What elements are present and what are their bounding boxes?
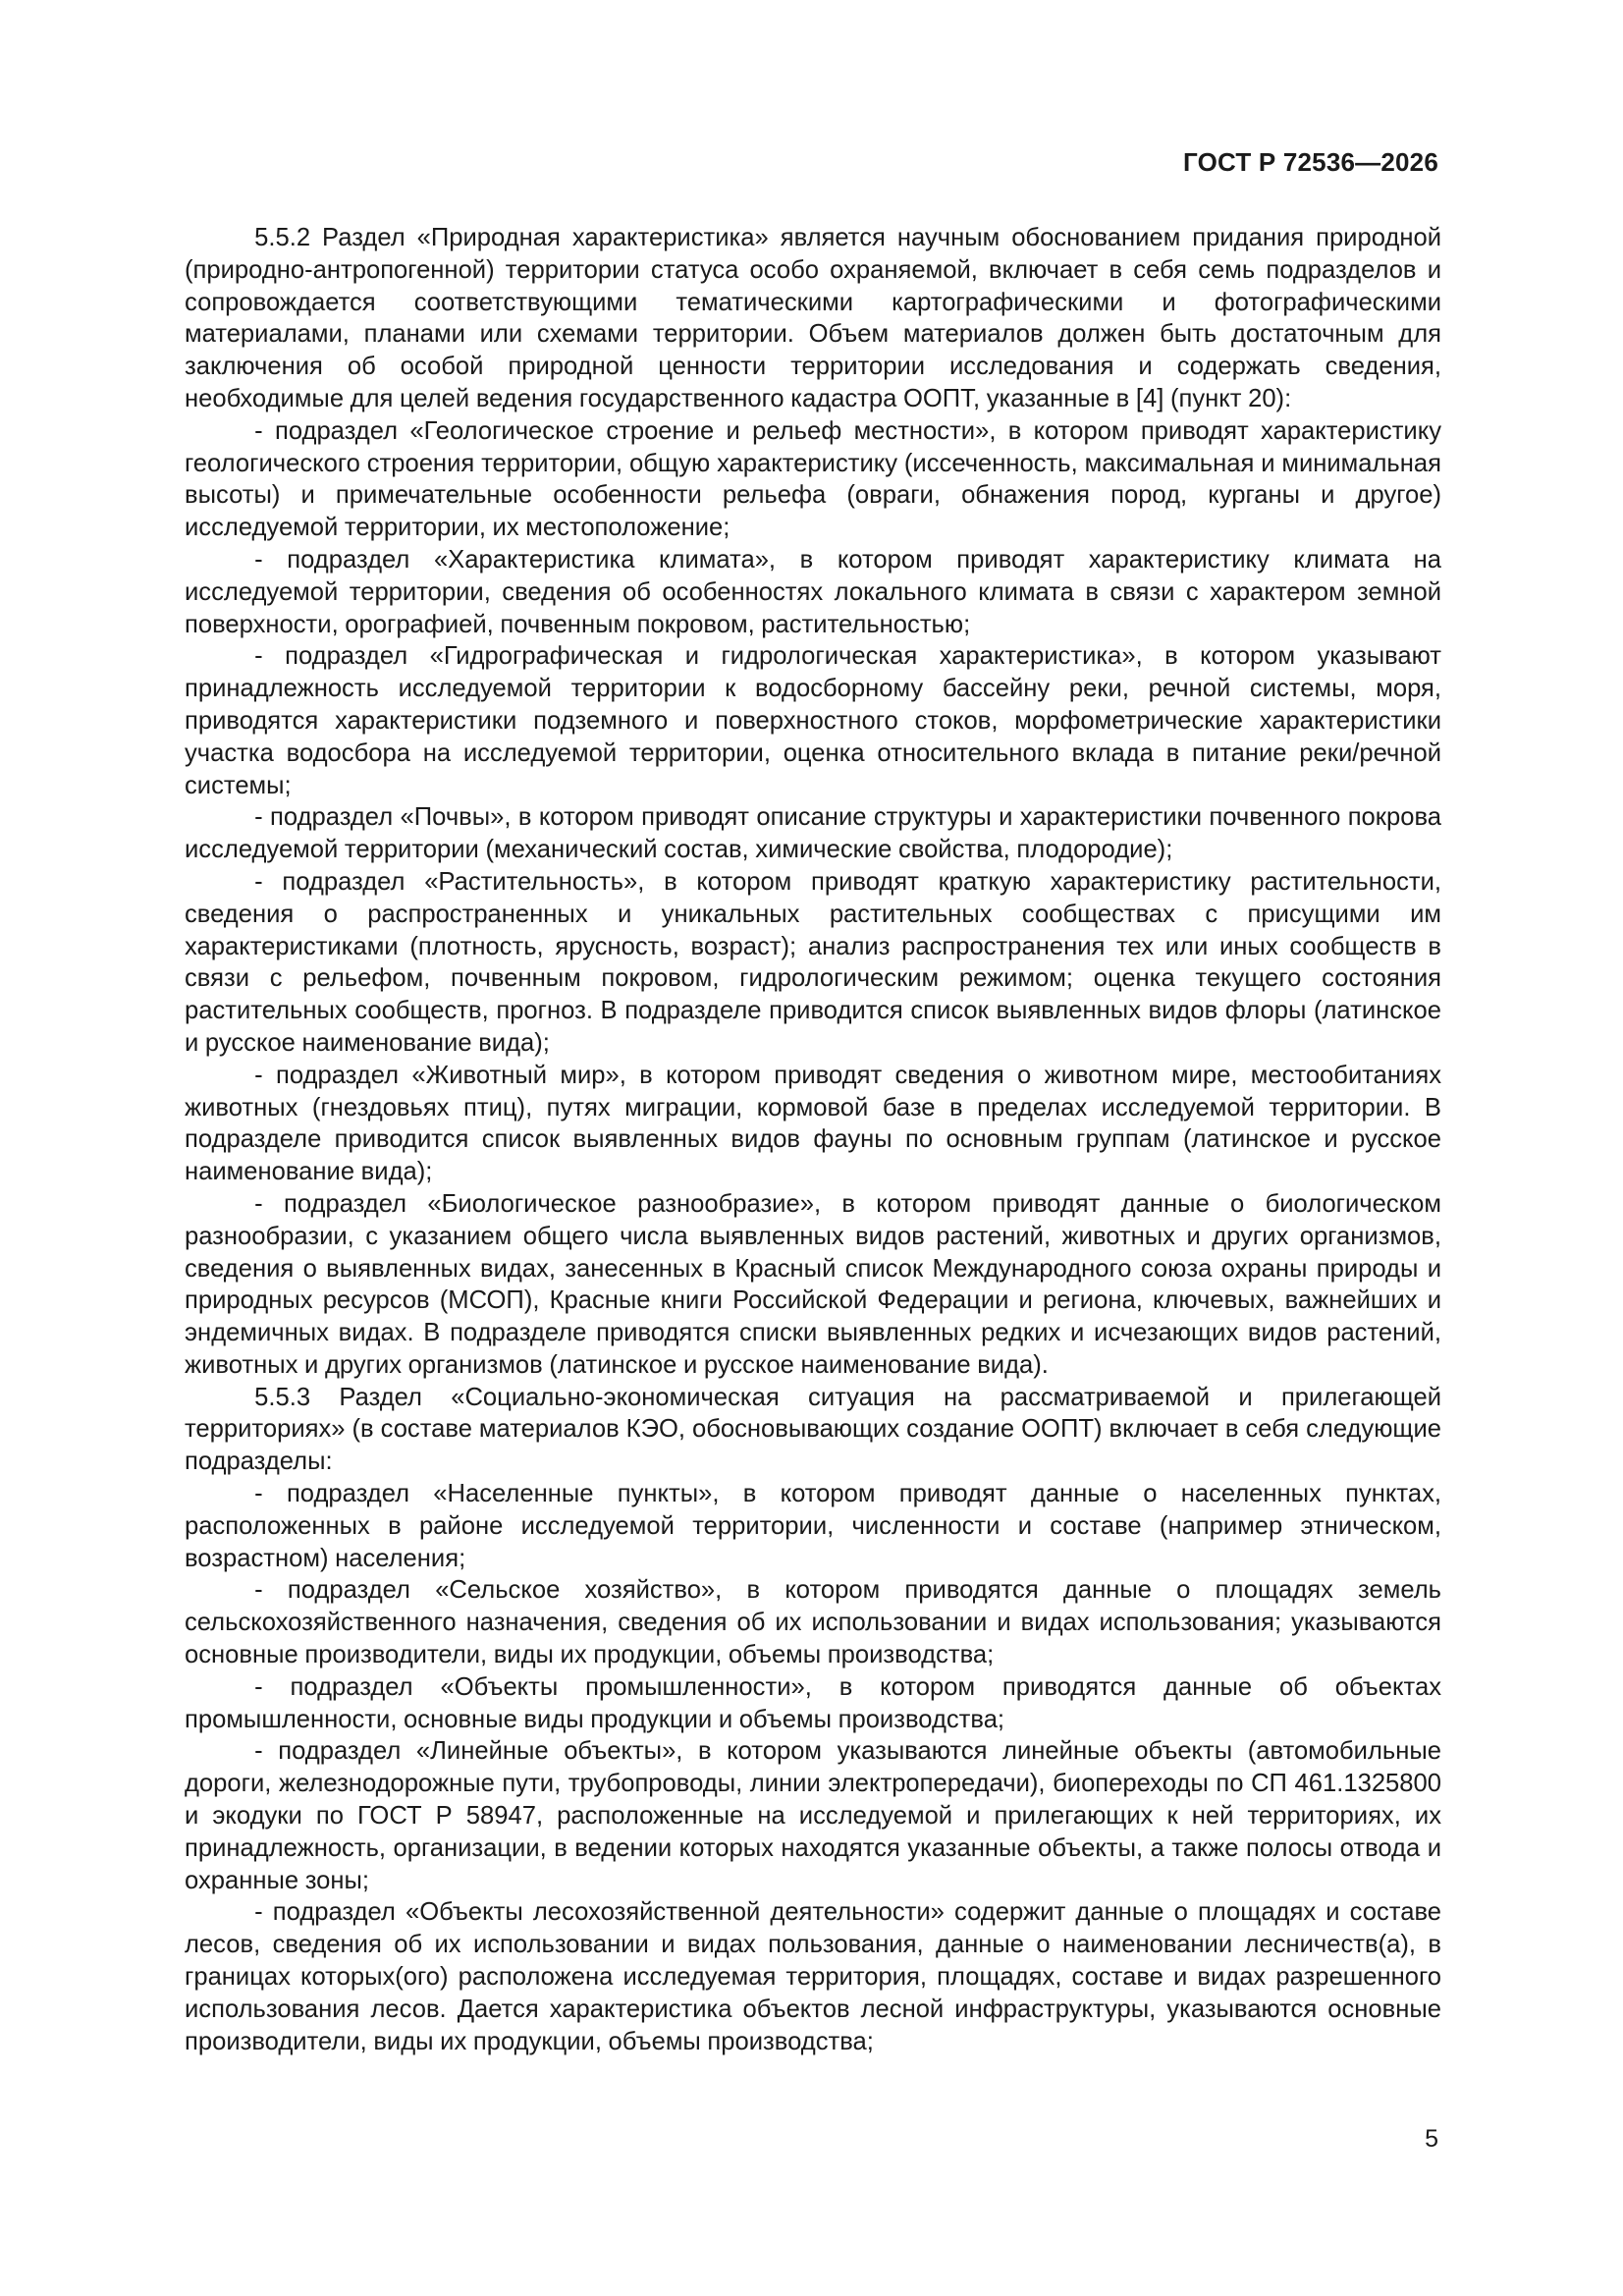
list-item-agriculture: - подраздел «Сельское хозяйство», в котором приводятся данные о площадях земель сельскохозяйственного назначения, сведения об их использовании и видах использования; указываются основные производители, виды их продукции, объемы производства; (185, 1576, 1441, 1669)
list-item-settlements: - подраздел «Населенные пункты», в котором приводят данные о населенных пунктах, расположенных в районе исследуемой территории, численности и составе (например этническом, возрастном) населения; (185, 1480, 1441, 1572)
list-item-vegetation: - подраздел «Растительность», в котором приводят краткую характеристику растительности, сведения о распространенных и уникальных растительных сообществах с присущими им характеристиками (плотность, ярусность, возраст); анализ распространения тех или иных сообществ в связи с рельефом, почвенным покровом, гидрологическим режимом; оценка текущего состояния растительных сообществ, прогноз. В подразделе приводится список выявленных видов флоры (латинское и русское наименование вида); (185, 867, 1441, 1057)
list-item-hydrography: - подраздел «Гидрографическая и гидрологическая характеристика», в котором указывают принадлежность исследуемой территории к водосборному бассейну реки, речной системы, моря, приводятся характеристики подземного и поверхностного стоков, морфометрические характеристики участка водосбора на исследуемой территории, оценка относительного вклада в питание реки/речной системы; (185, 642, 1441, 799)
list-item-fauna: - подраздел «Животный мир», в котором приводят сведения о животном мире, местообитаниях животных (гнездовьях птиц), путях миграции, кормовой базе в пределах исследуемой территории. В подразделе приводится список выявленных видов фауны по основным группам (латинское и русское наименование вида); (185, 1061, 1441, 1186)
list-item-soils: - подраздел «Почвы», в котором приводят описание структуры и характеристики почвенного покрова исследуемой территории (механический состав, химические свойства, плодородие); (185, 803, 1441, 864)
list-item-climate: - подраздел «Характеристика климата», в котором приводят характеристику климата на исследуемой территории, сведения об особенностях локального климата в связи с характером земной поверхности, орографией, почвенным покровом, растительностью; (185, 545, 1441, 638)
list-item-industry: - подраздел «Объекты промышленности», в котором приводятся данные об объектах промышленности, основные виды продукции и объемы производства; (185, 1672, 1441, 1733)
paragraph-5-5-3: 5.5.3 Раздел «Социально-экономическая ситуация на рассматриваемой и прилегающей территориях» (в составе материалов КЭО, обосновывающих создание ООПТ) включает в себя следующие подразделы: (185, 1383, 1441, 1476)
page-number: 5 (1425, 2125, 1438, 2153)
list-item-biodiversity: - подраздел «Биологическое разнообразие», в котором приводят данные о биологическом разнообразии, с указанием общего числа выявленных видов растений, животных и других организмов, сведения о выявленных видах, занесенных в Красный список Международного союза охраны природы и природных ресурсов (МСОП), Красные книги Российской Федерации и региона, ключевых, важнейших и эндемичных видах. В подразделе приводятся списки выявленных редких и исчезающих видов растений, животных и других организмов (латинское и русское наименование вида). (185, 1189, 1441, 1379)
list-item-forestry: - подраздел «Объекты лесохозяйственной деятельности» содержит данные о площадях и составе лесов, сведения об их использовании и видах пользования, данные о наименовании лесничеств(а), в границах которых(ого) расположена исследуемая территория, площадях, составе и видах разрешенного использования лесов. Дается характеристика объектов лесной инфраструктуры, указываются основные производители, виды их продукции, объемы производства; (185, 1898, 1441, 2055)
standard-number-header: ГОСТ Р 72536—2026 (1183, 147, 1438, 177)
document-body (185, 222, 1441, 2057)
list-item-geology: - подраздел «Геологическое строение и рельеф местности», в котором приводят характеристику геологического строения территории, общую характеристику (иссеченность, максимальная и минимальная высоты) и примечательные особенности рельефа (овраги, обнажения пород, курганы и другое) исследуемой территории, их местоположение; (185, 416, 1441, 542)
list-item-linear-objects: - подраздел «Линейные объекты», в котором указываются линейные объекты (автомобильные дороги, железнодорожные пути, трубопроводы, линии электропередачи), биопереходы по СП 461.1325800 и экодуки по ГОСТ Р 58947, расположенные на исследуемой и прилегающих к ней территориях, их принадлежность, организации, в ведении которых находятся указанные объекты, а также полосы отвода и охранные зоны; (185, 1737, 1441, 1894)
paragraph-5-5-2: 5.5.2 Раздел «Природная характеристика» является научным обоснованием придания природной (природно-антропогенной) территории статуса особо охраняемой, включает в себя семь подразделов и сопровождается соответствующими тематическими картографическими и фотографическими материалами, планами или схемами территории. Объем материалов должен быть достаточным для заключения об особой природной ценности территории исследования и содержать сведения, необходимые для целей ведения государственного кадастра ООПТ, указанные в [4] (пункт 20): (185, 224, 1441, 412)
